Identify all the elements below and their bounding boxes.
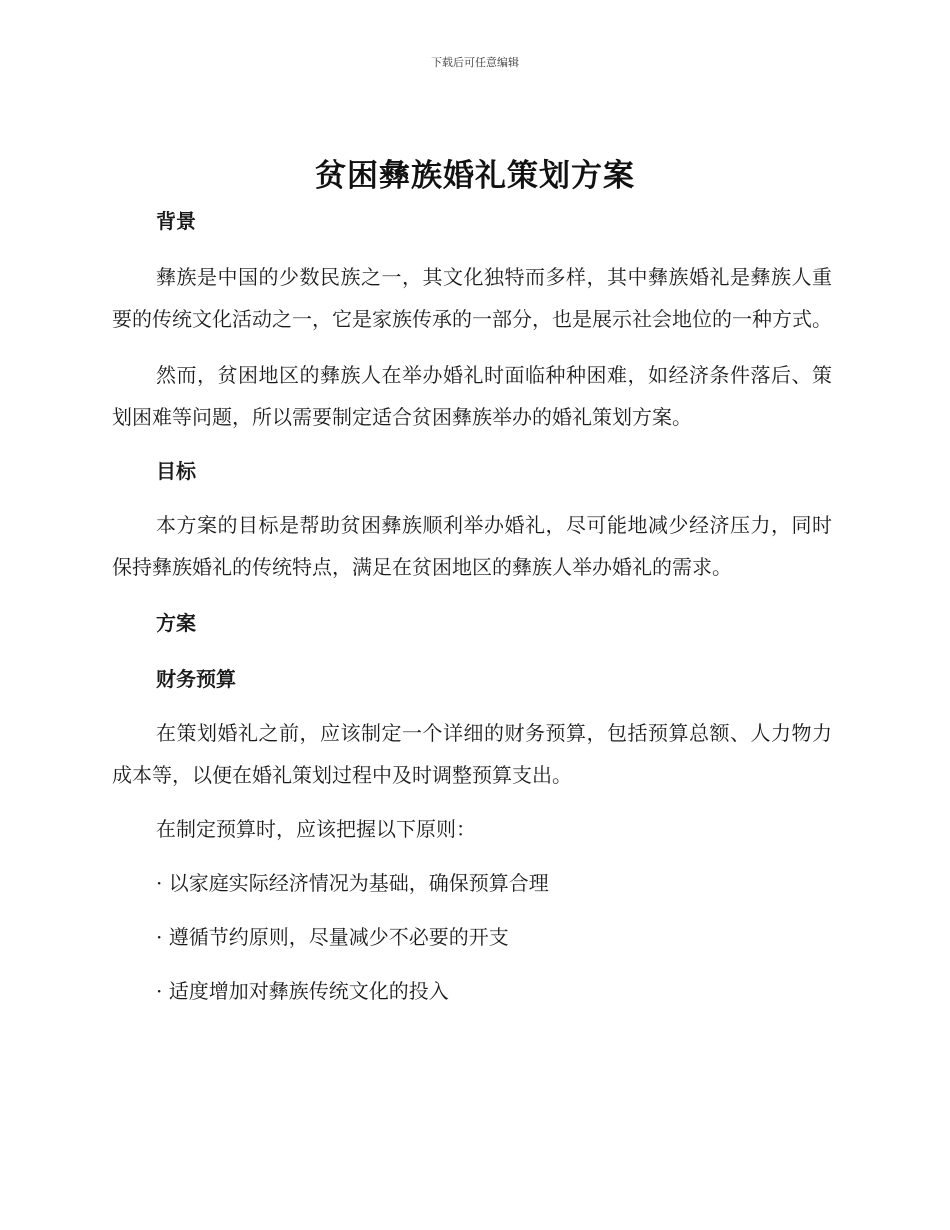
- paragraph-goal-1: 本方案的目标是帮助贫困彝族顺利举办婚礼，尽可能地减少经济压力，同时保持彝族婚礼的传统特点，满足在贫困地区的彝族人举办婚礼的需求。: [112, 513, 832, 579]
- heading-background: 背景: [156, 209, 196, 233]
- heading-goal: 目标: [156, 459, 196, 483]
- heading-budget: 财务预算: [156, 667, 236, 691]
- document-title: 贫困彝族婚礼策划方案: [315, 158, 635, 194]
- paragraph-budget-2: 在制定预算时，应该把握以下原则：: [156, 817, 476, 841]
- paragraph-background-2: 然而，贫困地区的彝族人在举办婚礼时面临种种困难，如经济条件落后、策划困难等问题，所以需要制定适合贫困彝族举办的婚礼策划方案。: [112, 363, 832, 429]
- document-body: [112, 202, 832, 1012]
- list-item: · 遵循节约原则，尽量减少不必要的开支: [156, 925, 509, 949]
- header-note: 下载后可任意编辑: [431, 56, 519, 69]
- heading-plan: 方案: [156, 611, 196, 635]
- list-item: · 以家庭实际经济情况为基础，确保预算合理: [156, 871, 549, 895]
- list-item: · 适度增加对彝族传统文化的投入: [156, 979, 449, 1003]
- paragraph-background-1: 彝族是中国的少数民族之一，其文化独特而多样，其中彝族婚礼是彝族人重要的传统文化活动之一，它是家族传承的一部分，也是展示社会地位的一种方式。: [112, 265, 832, 331]
- paragraph-budget-1: 在策划婚礼之前，应该制定一个详细的财务预算，包括预算总额、人力物力成本等，以便在婚礼策划过程中及时调整预算支出。: [112, 721, 832, 787]
